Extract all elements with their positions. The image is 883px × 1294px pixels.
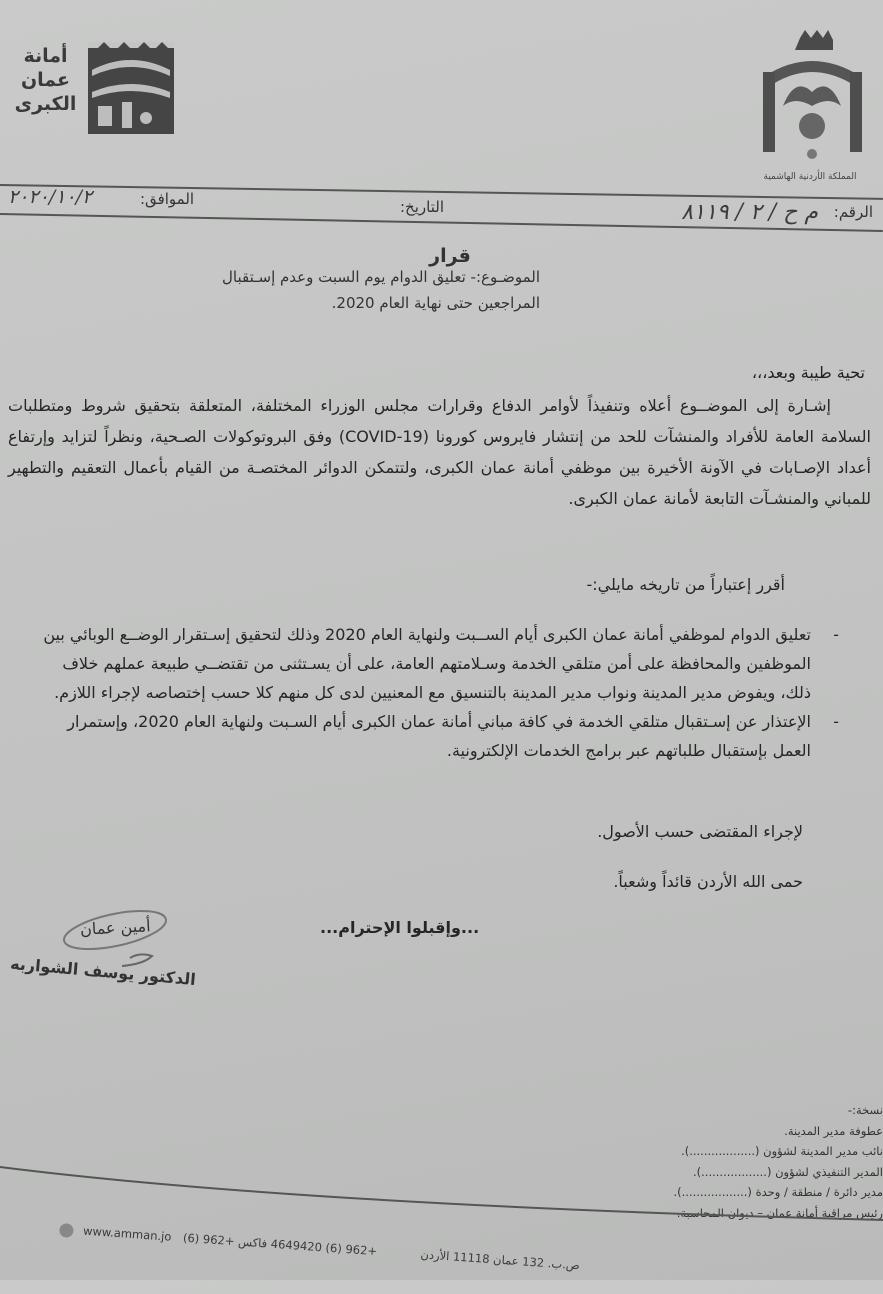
cc-item: المدير التنفيذي لشؤون (..................). — [693, 1164, 883, 1179]
document-title: قرار — [429, 245, 471, 267]
footer-contact — [59, 1222, 878, 1294]
decision-intro: أقرر إعتباراً من تاريخه مايلي:- — [586, 575, 785, 594]
signatory-name: الدكتور يوسف الشواربه — [9, 953, 197, 990]
globe-icon — [59, 1222, 74, 1237]
corresponding-date-value: ٢٠٢٠/١٠/٢ — [8, 186, 93, 208]
footer-divider — [0, 1165, 883, 1225]
municipality-logo-text — [8, 44, 83, 116]
subject-label: الموضـوع:- — [470, 268, 540, 286]
closing-action: لإجراء المقتضى حسب الأصول. — [597, 822, 803, 841]
decision-list — [30, 620, 839, 765]
decision-item — [30, 620, 839, 707]
cc-label: نسخة:- — [847, 1103, 883, 1117]
decision-text: تعليق الدوام لموظفي أمانة عمان الكبرى أيام الســبت ولنهاية العام 2020 وذلك لتحقيق إسـتقرار الوضــع الوبائي بين الموظفين والمحافظة على أمن متلقي الخدمة وسـلامتهم العامة، على أن يسـتثنى من تقتضــي طبيعة عملهم خلاف ذلك، ويفوض مدير المدينة ونواب مدير المدينة بالتنسيق مع المعنيين لدى كل منهم كلا حسب إختصاصه لإجراء اللازم. — [43, 625, 811, 702]
crest-caption: المملكة الأردنية الهاشمية — [763, 172, 857, 182]
footer-address: ص.ب. 132 عمان 11118 الأردن — [420, 1247, 581, 1273]
bullet-dash: - — [833, 625, 839, 644]
jordan-coat-of-arms-icon — [755, 26, 870, 166]
logo-line-3: الكبرى — [14, 93, 77, 115]
footer-phone: +962 (6) 4649420 فاكس +962 (6) — [182, 1230, 378, 1259]
cc-item: نائب مدير المدينة لشؤون (..................). — [681, 1144, 883, 1158]
reference-number-value: م ح / ٢ / ٨١١٩ — [681, 200, 818, 225]
logo-line-1: أمانة — [23, 45, 68, 67]
signatory-title: أمين عمان — [79, 916, 151, 939]
date-label: التاريخ: — [400, 198, 444, 216]
corresponding-date-label: الموافق: — [140, 190, 195, 208]
greeting: تحية طيبة وبعد،،، — [751, 363, 865, 382]
footer-website[interactable]: www.amman.jo — [82, 1223, 172, 1244]
subject-block — [200, 264, 540, 316]
logo-line-2: عمان — [20, 69, 71, 91]
cc-item: رئيس مراقبة أمانة عمان – ديوان المحاسبة. — [676, 1205, 883, 1220]
decision-text: الإعتذار عن إسـتقبال متلقي الخدمة في كافة مباني أمانة عمان الكبرى أيام السـبت ولنهاية العام 2020، وإستمرار العمل بإستقبال طلباتهم عبر برامج الخدمات الإلكترونية. — [67, 712, 811, 760]
body-paragraph: إشـارة إلى الموضــوع أعلاه وتنفيذاً لأوامر الدفاع وقرارات مجلس الوزراء المختلفة، المتعلقة بتحقيق شروط ومتطلبات السلامة العامة للأفراد والمنشآت للحد من إنتشار فايروس كورونا (COVID-19) وفق البروتوكولات الصـحية، ونظراً لتزايد وإرتفاع أعداد الإصـابات في الآونة الأخيرة بين موظفي أمانة عمان الكبرى، ولتتمكن الدوائر المختصـة من القيام بأعمال التعقيم والتطهير للمباني والمنشـآت التابعة لأمانة عمان الكبرى. — [8, 396, 871, 508]
cc-item: مدير دائرة / منطقة / وحدة (..................). — [673, 1185, 883, 1199]
cc-item: عطوفة مدير المدينة. — [784, 1123, 883, 1138]
bullet-dash: - — [833, 712, 839, 731]
amman-municipality-logo-icon — [88, 42, 174, 134]
closing-respect: ...وإقبلوا الإحترام... — [320, 918, 480, 937]
subject-text: تعليق الدوام يوم السبت وعدم إسـتقبال المراجعين حتى نهاية العام 2020. — [222, 268, 540, 312]
decision-item — [30, 707, 839, 765]
reference-number-label: الرقم: — [833, 203, 873, 221]
closing-prayer: حمى الله الأردن قائداً وشعباً. — [613, 872, 803, 891]
